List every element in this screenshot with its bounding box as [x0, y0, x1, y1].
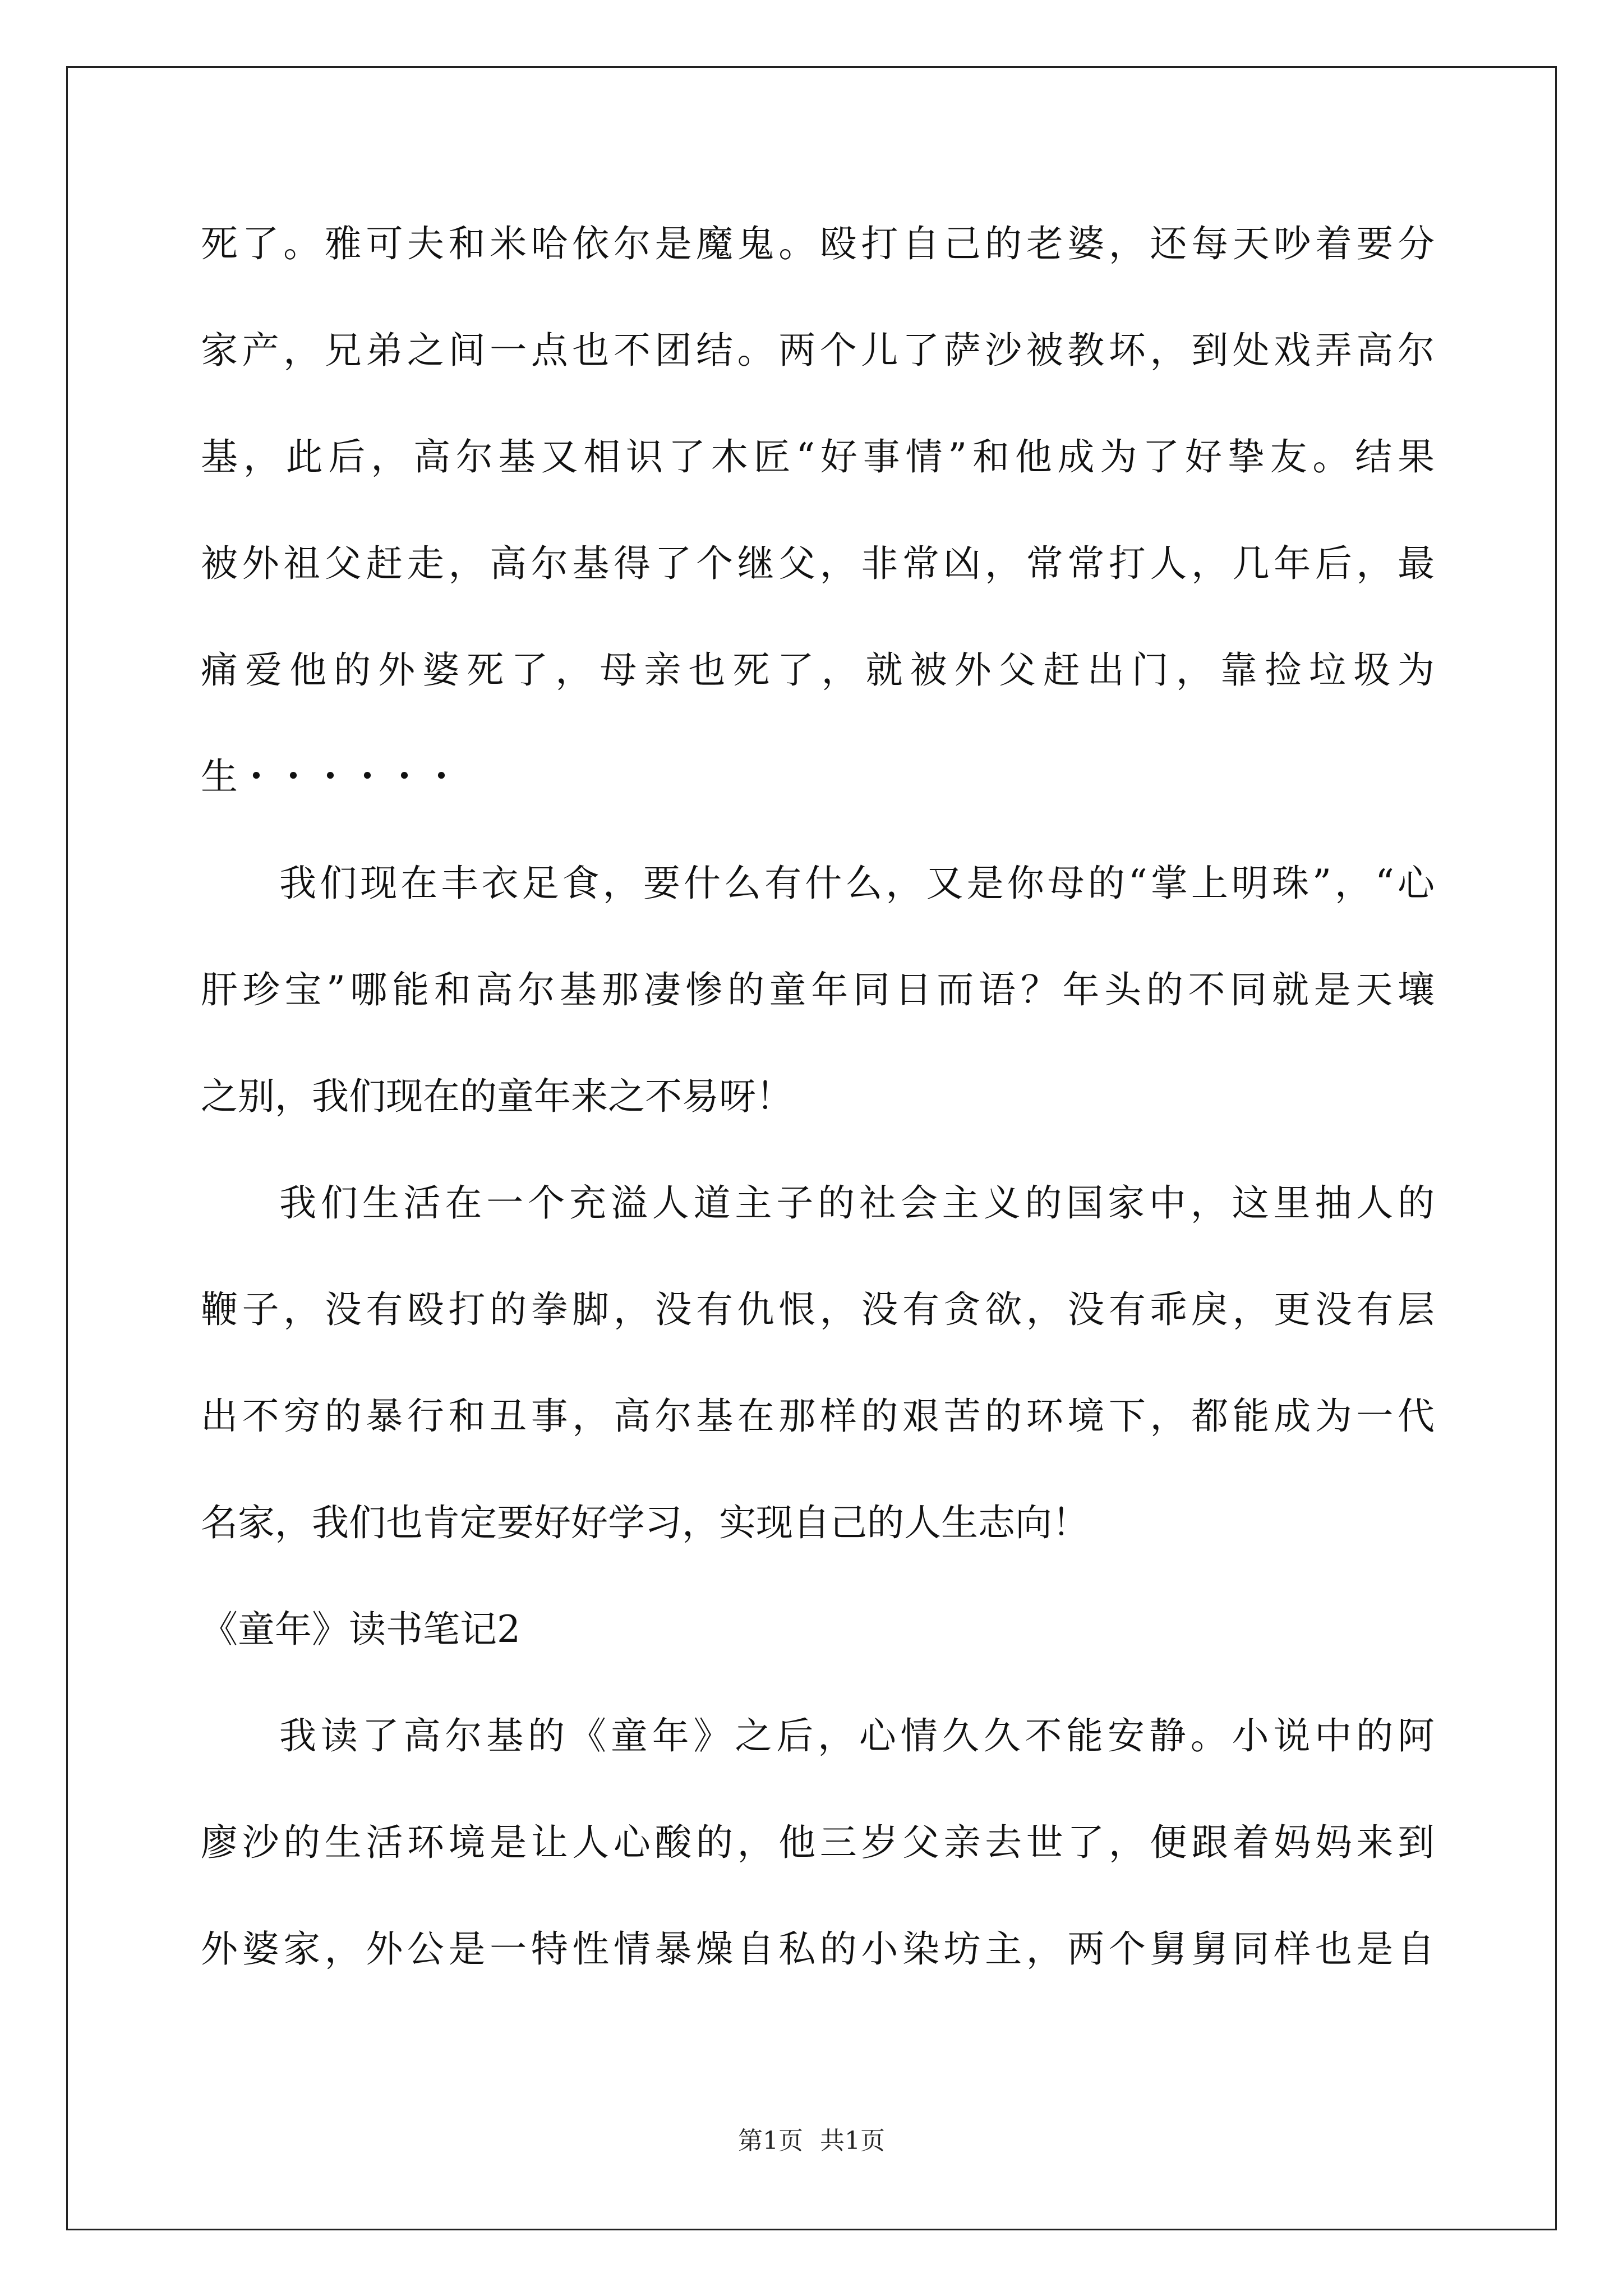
text-line: 肝珍宝”哪能和高尔基那凄惨的童年同日而语？年头的不同就是天壤	[201, 968, 1435, 1011]
text-line: 鞭子，没有殴打的拳脚，没有仇恨，没有贪欲，没有乖戾，更没有层	[201, 1288, 1435, 1331]
document-body	[201, 191, 1435, 2003]
text-line: 被外祖父赶走，高尔基得了个继父，非常凶，常常打人，几年后，最	[201, 542, 1435, 585]
text-line: 痛爱他的外婆死了，母亲也死了，就被外父赶出门，靠捡垃圾为	[201, 648, 1435, 692]
text-line: 基，此后，高尔基又相识了木匠“好事情”和他成为了好挚友。结果	[201, 435, 1435, 478]
paragraph-first-line: 我读了高尔基的《童年》之后，心情久久不能安静。小说中的阿	[279, 1714, 1435, 1757]
text-line: 死了。雅可夫和米哈依尔是魔鬼。殴打自己的老婆，还每天吵着要分	[201, 222, 1435, 265]
text-line: 之别，我们现在的童年来之不易呀！	[201, 1075, 793, 1118]
text-line: 名家，我们也肯定要好好学习，实现自己的人生志向！	[201, 1501, 1089, 1544]
text-line: 廖沙的生活环境是让人心酸的，他三岁父亲去世了，便跟着妈妈来到	[201, 1821, 1435, 1864]
paragraph-first-line: 我们现在丰衣足食，要什么有什么，又是你母的“掌上明珠”，“心	[279, 862, 1435, 905]
section-heading: 《童年》读书笔记2	[201, 1608, 520, 1651]
page-number: 第1页	[738, 2127, 803, 2155]
text-line: 生・・・・・・	[201, 755, 460, 798]
page-footer	[0, 2120, 1623, 2156]
text-line: 外婆家，外公是一特性情暴燥自私的小染坊主，两个舅舅同样也是自	[201, 1927, 1435, 1971]
paragraph-first-line: 我们生活在一个充溢人道主子的社会主义的国家中，这里抽人的	[279, 1181, 1435, 1225]
text-line: 出不穷的暴行和丑事，高尔基在那样的艰苦的环境下，都能成为一代	[201, 1395, 1435, 1438]
text-line: 家产，兄弟之间一点也不团结。两个儿了萨沙被教坏，到处戏弄高尔	[201, 329, 1435, 372]
page-total: 共1页	[820, 2127, 885, 2155]
